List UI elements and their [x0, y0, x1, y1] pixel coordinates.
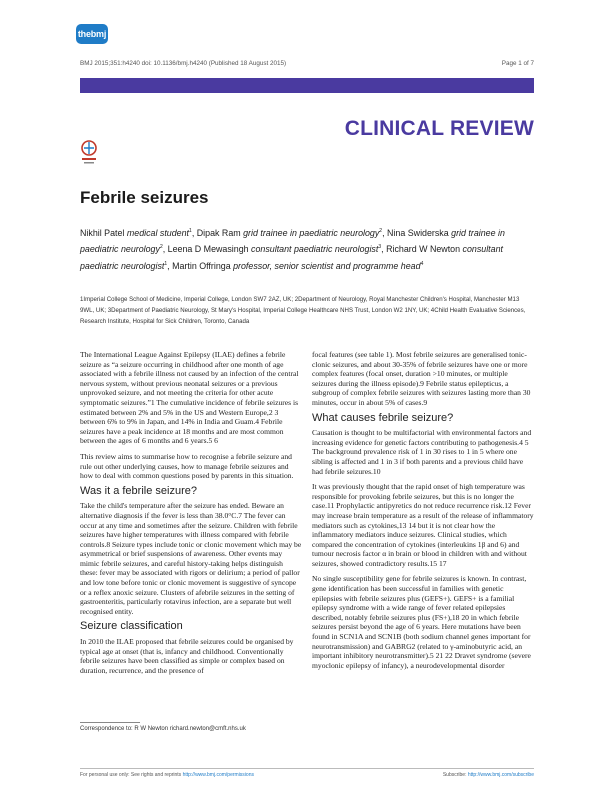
correspondence: Correspondence to: R W Newton richard.newton@cmft.nhs.uk — [80, 726, 246, 732]
footer-subscribe-text: Subscribe: — [442, 772, 467, 778]
author-affiliation-number: 1 — [189, 228, 192, 234]
citation-header: BMJ 2015;351:h4240 doi: 10.1136/bmj.h4240 (Published 18 August 2015) — [80, 60, 287, 67]
author-role: consultant paediatric neurologist — [251, 244, 379, 255]
author-role: grid trainee in paediatric neurology — [80, 227, 505, 255]
author-affiliation-number: 3 — [378, 244, 382, 251]
footer-rights — [80, 772, 254, 778]
author-role: medical student — [126, 227, 190, 238]
was-it-body: Take the child's temperature after the seizure has ended. Beware an alternative diagnosis if the fever is less than 38.0°C.7 The fever can occur at any time and sometimes after the seizure. Children with febrile seizures have higher temperatures with illness compared with febrile controls.8 Seizure types include tonic or clonic movement which may be asymmetrical or brief suspensions of awareness. Other events may mimic febrile seizures, and careful history-taking helps distinguish these: fever may be associated with rigors or delirium; a period of pallor and low tone before tonic or clonic movement is suggestive of syncope or a reflex anoxic seizure. Clusters of afebrile seizures in the setting of gastroenteritis, particularly rotavirus infection, are a separate but well recognised entity. — [80, 501, 302, 616]
causes-paragraph-2: It was previously thought that the rapid onset of high temperature was responsible for provoking febrile seizures, but this is no longer the case.11 Prophylactic antipyretics do not reduce recurrence risk.12 Fever may increase brain temperature as a result of the release of inflammatory mediators such as cytokines,13 14 but it is not clear how the inflammatory mediators induce seizures. Clinical studies, which compared the concentration of cytokines (interleukins 1β and 6) and tumour necrosis factor α in brain or blood in children with and without seizures, showed contradictory results.15 17 — [312, 482, 534, 568]
author-affiliation-number: 2 — [159, 244, 163, 251]
author-affiliation-number: 2 — [379, 228, 383, 234]
crossmark-icon[interactable] — [80, 140, 98, 166]
author-role: consultant paediatric neurologist — [80, 244, 503, 271]
heading-was-it-febrile: Was it a febrile seizure? — [80, 484, 197, 497]
classification-body: In 2010 the ILAE proposed that febrile seizures could be organised by typical age at onset (that is, infancy and childhood. Conventionally febrile seizures have been classified as simple or complex based on duration, recurrence, and the presence of — [80, 637, 294, 675]
article-title: Febrile seizures — [80, 188, 209, 207]
affiliations: 1Imperial College School of Medicine, Imperial College, London SW7 2AZ, UK; 2Department of Neurology, Royal Manchester Children's Hospital, Manchester M13 9WL, UK; 3Department of Paediatric Neurology, St Mary's Hospital, Imperial College Healthcare NHS Trust, London W2 1NY, UK; 4Child Health Evaluative Sciences, Research Institute, Hospital for Sick Children, Toronto, Canada — [80, 296, 526, 326]
author-name: Richard W Newton — [386, 244, 463, 255]
left-column — [80, 350, 302, 681]
right-column — [312, 350, 534, 676]
continued-paragraph: focal features (see table 1). Most febrile seizures are generalised tonic-clonic seizures, and about 30-35% of febrile seizures have one or more complex features (focal onset, duration >10 minutes, or multiple seizures during the illness episode).9 Febrile status epilepticus, a subgroup of complex febrile seizures with seizures lasting more than 30 minutes, occur in about 5% of cases.9 — [312, 350, 531, 407]
author-affiliation-number: 4 — [420, 260, 424, 267]
aim-paragraph: This review aims to summarise how to recognise a febrile seizure and rule out other underlying causes, how to manage febrile seizures and how to deal with common questions posed by parents in this situation. — [80, 451, 294, 481]
footer-rights-text: For personal use only: See rights and reprints — [80, 772, 182, 778]
bmj-logo[interactable]: thebmj — [76, 24, 108, 44]
subscribe-link[interactable]: http://www.bmj.com/subscribe — [467, 772, 534, 778]
page-number: Page 1 of 7 — [501, 60, 534, 67]
heading-causes: What causes febrile seizure? — [312, 411, 454, 424]
author-name: Nina Swiderska — [387, 227, 452, 238]
permissions-link[interactable]: http://www.bmj.com/permissions — [182, 772, 254, 778]
author-name: Nikhil Patel — [80, 227, 127, 238]
author-affiliation-number: 1 — [164, 260, 168, 267]
author-name: Dipak Ram — [196, 227, 244, 238]
footer-rule — [80, 768, 534, 769]
heading-classification: Seizure classification — [80, 620, 183, 633]
intro-paragraph: The International League Against Epilepsy (ILAE) defines a febrile seizure as “a seizure occurring in childhood after one month of age associated with a febrile illness not caused by an infection of the central nervous system, without previous neonatal seizures or a previous unprovoked seizure, and not meeting the criteria for other acute symptomatic seizures.”1 The cumulative incidence of febrile seizures is estimated between 2% and 5% in the US and Western Europe,2 3 between 6% to 9% in Japan, and 14% in India and Guam.4 Febrile seizures have a peak incidence at 18 months and are most common between the ages of 6 months and 6 years.5 6 — [80, 350, 299, 446]
causes-paragraph-3: No single susceptibility gene for febrile seizures is known. In contrast, gene identification has been successful in families with genetic epilepsies with febrile seizures plus (GEFS+). GEFS+ is a familial epilepsy syndrome with a wide range of fever related epilepsies described, notably febrile seizures plus (FS+),18 20 in which febrile seizures persist beyond the age of 6 years. Here mutations have been found in SCN1A and SCN1B (both sodium channel genes important for neurotransmission) and GABRG2 (related to γ-aminobutyric acid, an important inhibitory neurotransmitter).5 21 22 Dravet syndrome (severe myoclonic epilepsy of infancy), a neurodevelopmental disorder — [312, 574, 531, 670]
accent-bar — [80, 78, 534, 93]
footer-subscribe — [420, 772, 534, 778]
author-role: professor, senior scientist and programme head — [233, 260, 421, 271]
footnote-rule — [80, 722, 140, 723]
author-name: Martin Offringa — [172, 260, 234, 271]
author-list: Nikhil Patel medical student$^1$, Dipak Ram grid trainee in paediatric neurology$^2$, Nina Swiderska grid trainee in paediatric neurology$^2$, Leena D Mewasingh consultant paediatric neurologist$^3$, Richard W Newton consultant paediatric neurologist$^1$, Martin Offringa professor, senior scientist and programme head$^4$ — [80, 227, 505, 271]
causes-paragraph-1: Causation is thought to be multifactorial with environmental factors and increasing evidence for genetic factors contributing to pathogenesis.4 5 The background prevalence risk of 1 in 30 rises to 1 in 5 where one sibling is affected and 1 in 3 if both parents and a previous child have had febrile seizures.10 — [312, 428, 532, 476]
author-role: grid trainee in paediatric neurology — [243, 227, 380, 238]
section-label: CLINICAL REVIEW — [344, 117, 534, 140]
author-name: Leena D Mewasingh — [167, 244, 252, 255]
